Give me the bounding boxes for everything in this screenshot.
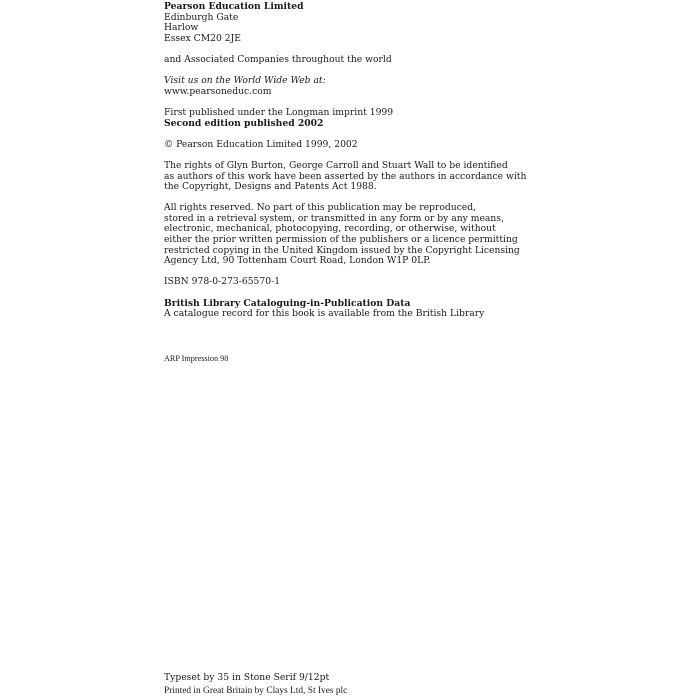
website-intro: Visit us on the World Wide Web at: — [164, 75, 326, 87]
rights-reserved-line: electronic, mechanical, photocopying, recording, or otherwise, without — [164, 223, 496, 235]
author-rights-line: the Copyright, Designs and Patents Act 1988. — [164, 181, 377, 193]
website-url: www.pearsoneduc.com — [164, 85, 272, 97]
isbn-block — [164, 277, 544, 288]
rights-reserved-line: Agency Ltd, 90 Tottenham Court Road, London W1P 0LP. — [164, 255, 431, 267]
author-rights-line: as authors of this work have been asserted by the authors in accordance with — [164, 170, 527, 182]
cip-block — [164, 299, 544, 320]
isbn-number: ISBN 978-0-273-65570-1 — [164, 276, 281, 288]
copyright-block — [164, 140, 544, 151]
cip-heading: British Library Cataloguing-in-Publication Data — [164, 297, 411, 309]
typeset-line: Typeset by 35 in Stone Serif 9/12pt — [164, 672, 330, 683]
address-line: Edinburgh Gate — [164, 11, 239, 23]
publisher-address-block — [164, 2, 544, 44]
first-edition-text: First published under the Longman imprint 1999 — [164, 106, 394, 118]
author-rights-block — [164, 161, 544, 193]
associated-companies-block — [164, 55, 544, 66]
address-line: Harlow — [164, 22, 199, 34]
rights-reserved-block — [164, 203, 544, 267]
printed-line: Printed in Great Britain by Clays Ltd, St Ives plc — [164, 685, 348, 696]
cip-text: A catalogue record for this book is available from the British Library — [164, 308, 485, 320]
rights-reserved-line: All rights reserved. No part of this publication may be reproduced, — [164, 202, 477, 214]
associated-companies-text: and Associated Companies throughout the world — [164, 53, 392, 65]
rights-reserved-line: stored in a retrieval system, or transmitted in any form or by any means, — [164, 212, 504, 224]
copyright-notice: © Pearson Education Limited 1999, 2002 — [164, 138, 358, 150]
website-block — [164, 76, 544, 97]
printing-footer — [164, 672, 347, 697]
second-edition-text: Second edition published 2002 — [164, 117, 324, 129]
impression-line: ARP Impression 98 — [164, 354, 229, 364]
author-rights-line: The rights of Glyn Burton, George Carroll and Stuart Wall to be identified — [164, 159, 508, 171]
copyright-page — [164, 2, 544, 330]
rights-reserved-line: restricted copying in the United Kingdom issued by the Copyright Licensing — [164, 244, 520, 256]
editions-block — [164, 108, 544, 129]
rights-reserved-line: either the prior written permission of the publishers or a licence permitting — [164, 234, 518, 246]
address-line: Essex CM20 2JE — [164, 32, 241, 44]
publisher-name: Pearson Education Limited — [164, 1, 304, 12]
